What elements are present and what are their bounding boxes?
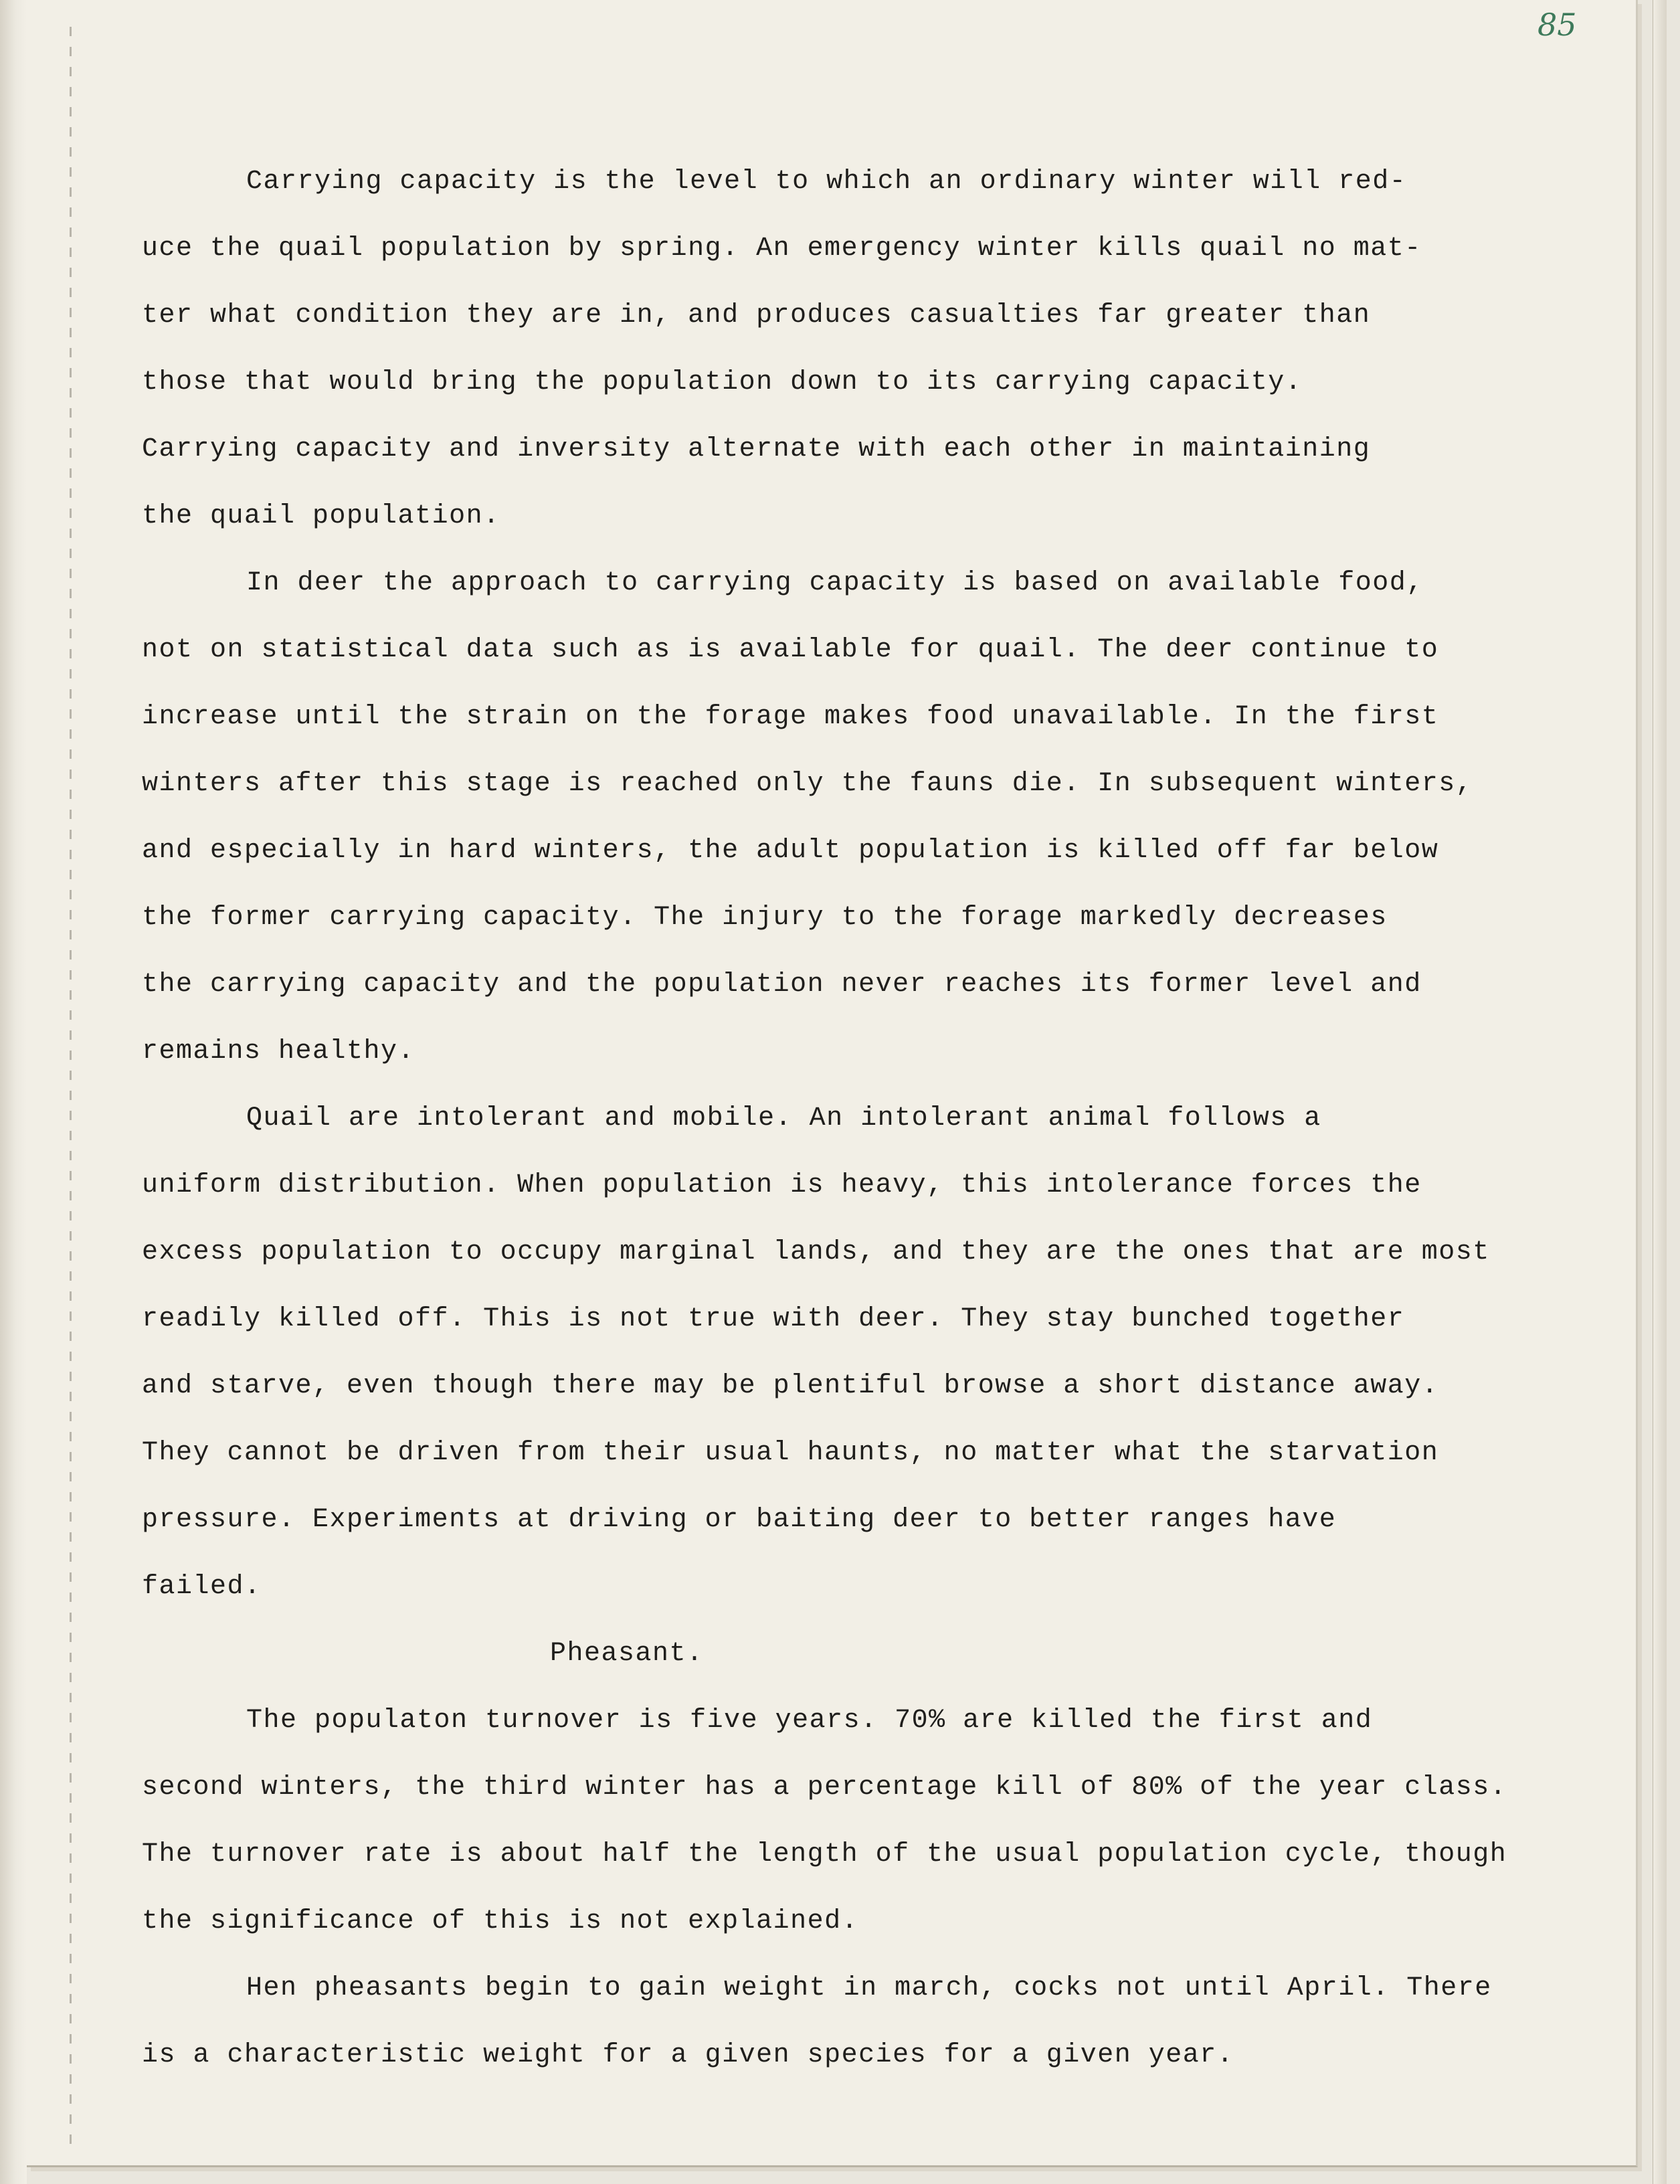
binding-holes bbox=[70, 27, 72, 2148]
page-number: 85 bbox=[1537, 7, 1577, 43]
paragraph-pheasant-turnover: The populaton turnover is five years. 70% are killed the first and second winters, the third winter has a percentage kill of 80% of the year class. The turnover rate is about half the length of the usual population cycle, though the significance of this is not explained. bbox=[142, 1706, 1507, 1936]
section-heading-pheasant: Pheasant. bbox=[550, 1639, 704, 1669]
typed-page bbox=[27, 0, 1638, 2167]
page-body bbox=[142, 149, 1513, 2089]
binding-margin bbox=[0, 0, 27, 2184]
paragraph-deer: In deer the approach to carrying capacity is based on available food, not on statistical data such as is available for quail. The deer continue to increase until the strain on the forage makes food unavailable. In the first winters after this stage is reached only the fauns die. In subsequent winters, and especially in hard winters, the adult population is killed off far below the former carrying capacity. The injury to the forage markedly decreases the carrying capacity and the population never reaches its former level and remains healthy. bbox=[142, 568, 1473, 1067]
paragraph-pheasant-weight: Hen pheasants begin to gain weight in march, cocks not until April. There is a characteristic weight for a given species for a given year. bbox=[142, 1973, 1492, 2070]
paragraph-quail-intolerance: Quail are intolerant and mobile. An intolerant animal follows a uniform distribution. When population is heavy, this intolerance forces the excess population to occupy marginal lands, and they are the ones that are most readily killed off. This is not true with deer. They stay bunched together and starve, even though there may be plentiful browse a short distance away. They cannot be driven from their usual haunts, no matter what the starvation pressure. Experiments at driving or baiting deer to better ranges have failed. bbox=[142, 1103, 1490, 1602]
page-stack-edge bbox=[1653, 0, 1667, 2184]
paragraph-carrying-capacity: Carrying capacity is the level to which an ordinary winter will red- uce the quail population by spring. An emergency winter kills quail no mat- ter what condition they are in, and produces casualties far greater than those that would bring the population down to its carrying capacity. Carrying capacity and inversity alternate with each other in maintaining the quail population. bbox=[142, 167, 1422, 531]
